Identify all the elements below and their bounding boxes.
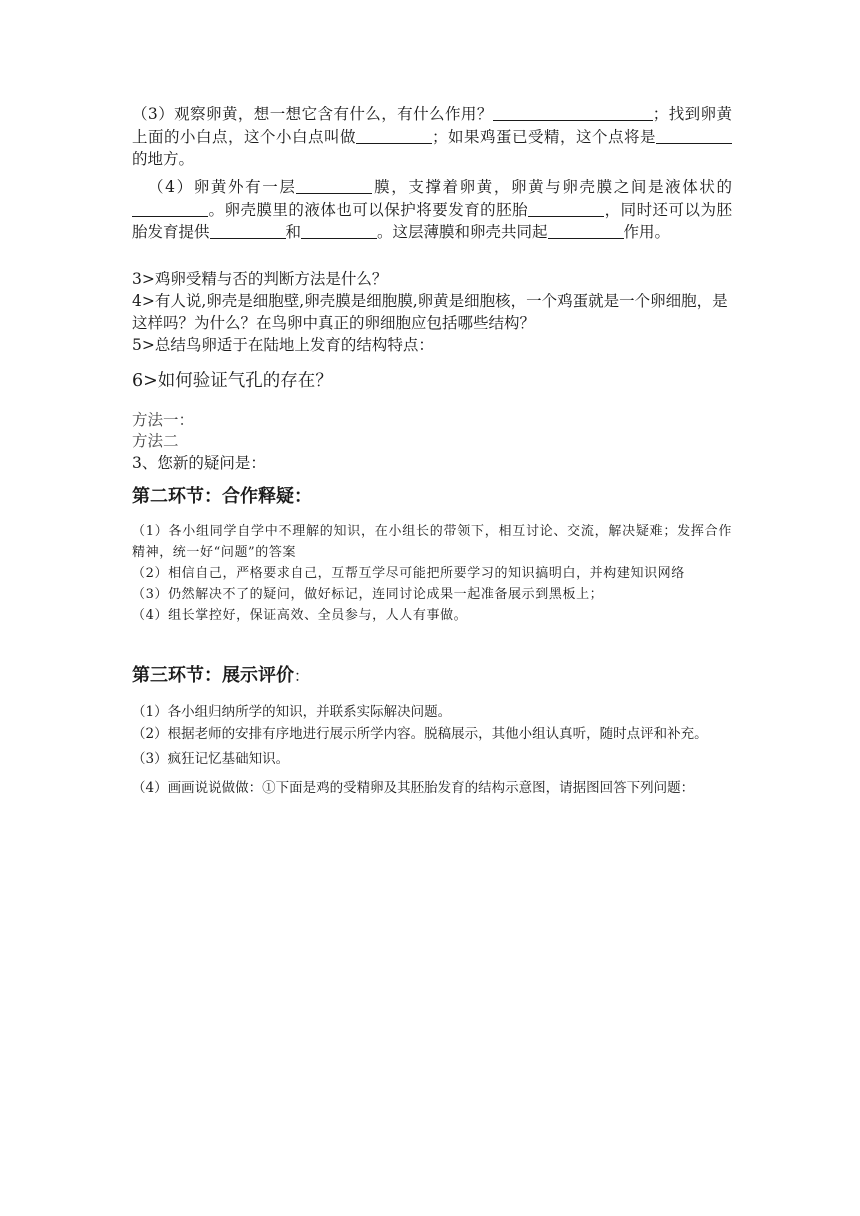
- part2-item: （2）相信自己，严格要求自己，互帮互学尽可能把所要学习的知识搞明白，并构建知识网络: [132, 566, 685, 581]
- part3-item: （3）疯狂记忆基础知识。: [132, 751, 290, 767]
- answer-blank[interactable]: [301, 221, 377, 239]
- part2-item: （3）仍然解决不了的疑问，做好标记，连同讨论成果一起准备展示到黑板上；: [132, 587, 604, 602]
- answer-blank[interactable]: [493, 103, 653, 121]
- question-6: 6>如何验证气孔的存在？: [132, 371, 333, 391]
- part3-list: [132, 701, 732, 803]
- question-6-block: [132, 369, 732, 393]
- part2-section: [132, 484, 732, 510]
- observe-yolk-paragraph: （3）观察卵黄，想一想它含有什么，有什么作用？ ；找到卵黄上面的小白点，这个小白点叫做 ；如果鸡蛋已受精，这个点将是的地方。: [132, 105, 732, 168]
- answer-blank[interactable]: [356, 126, 432, 144]
- question-list: [132, 268, 732, 356]
- part3-section: [132, 663, 732, 689]
- part2-item: （1）各小组同学自学中不理解的知识，在小组长的带领下，相互讨论、交流，解决疑难；发挥合作精神，统一好“问题”的答案: [132, 524, 732, 560]
- part3-heading: 第三环节：展示评价：: [132, 665, 310, 686]
- question-4: 4>有人说,卵壳是细胞壁,卵壳膜是细胞膜,卵黄是细胞核，一个鸡蛋就是一个卵细胞，是这样吗？为什么？在鸟卵中真正的卵细胞应包括哪些结构？: [132, 292, 728, 332]
- new-question-prompt: 3、您新的疑问是：: [132, 454, 266, 472]
- answer-blank[interactable]: [548, 221, 624, 239]
- question-5: 5>总结鸟卵适于在陆地上发育的结构特点：: [132, 336, 434, 354]
- part3-item: （4）画画说说做做：①下面是鸡的受精卵及其胚胎发育的结构示意图，请据图回答下列问题：: [132, 780, 695, 796]
- answer-blank[interactable]: [210, 221, 286, 239]
- part3-item: （2）根据老师的安排有序地进行展示所学内容。脱稿展示，其他小组认真听，随时点评和补充。: [132, 726, 708, 742]
- methods-block: [132, 410, 732, 474]
- part3-item: （1）各小组归纳所学的知识，并联系实际解决问题。: [132, 704, 452, 720]
- part2-item: （4）组长掌控好，保证高效、全员参与，人人有事做。: [132, 608, 468, 623]
- part2-heading: 第二环节：合作释疑：: [132, 486, 312, 507]
- answer-blank[interactable]: [132, 199, 208, 217]
- answer-blank[interactable]: [296, 176, 372, 194]
- method-one: 方法一：: [132, 411, 195, 429]
- question-3: 3>鸡卵受精与否的判断方法是什么？: [132, 270, 388, 288]
- answer-blank[interactable]: [656, 126, 732, 144]
- method-two: 方法二: [132, 432, 179, 450]
- yolk-membrane-paragraph: （4）卵黄外有一层 膜，支撑着卵黄，卵黄与卵壳膜之间是液体状的。卵壳膜里的液体也可以保护将要发育的胚胎 ，同时还可以为胚胎发育提供 和 。这层薄膜和卵壳共同起 作用。: [132, 178, 732, 241]
- answer-blank[interactable]: [528, 199, 604, 217]
- part2-list: [132, 521, 732, 626]
